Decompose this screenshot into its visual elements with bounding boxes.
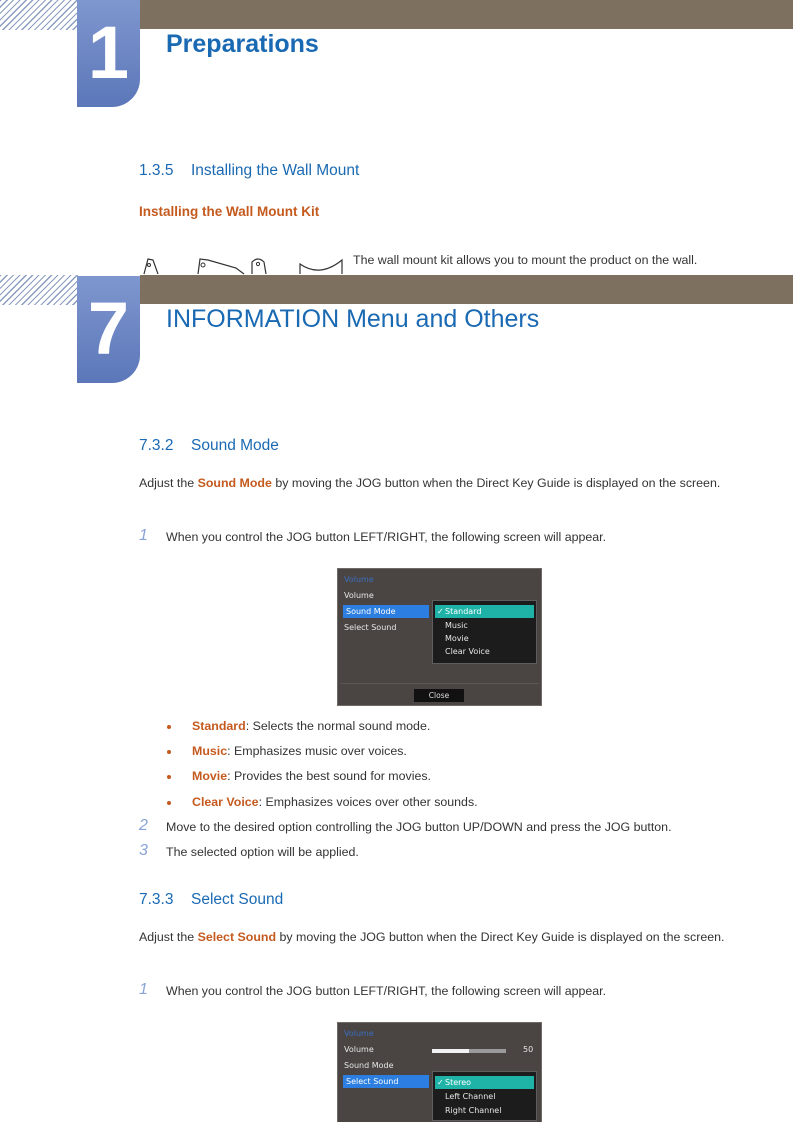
- osd-option-movie[interactable]: Movie: [445, 634, 469, 643]
- section-heading: [139, 891, 283, 909]
- osd-option-left-channel[interactable]: Left Channel: [445, 1092, 496, 1101]
- bullet-icon: [167, 775, 171, 779]
- wall-mount-illustration: [140, 256, 350, 276]
- highlight-term: Movie: [192, 769, 228, 783]
- osd-submenu: [432, 600, 537, 664]
- osd-option-clear-voice[interactable]: Clear Voice: [445, 647, 490, 656]
- option-label: Stereo: [445, 1078, 472, 1087]
- paragraph-text: Adjust the: [139, 476, 198, 490]
- section-number: 1.3.5: [139, 162, 174, 179]
- header-hatch: [0, 275, 78, 305]
- paragraph-text: by moving the JOG button when the Direct Key Guide is displayed on the screen.: [276, 930, 725, 944]
- paragraph-text: Adjust the: [139, 930, 198, 944]
- section-number: 7.3.3: [139, 891, 174, 908]
- osd-menu-item-select-sound[interactable]: Select Sound: [344, 623, 397, 632]
- highlight-term: Clear Voice: [192, 795, 259, 809]
- section-heading: [139, 437, 279, 455]
- osd-option-standard[interactable]: [435, 605, 534, 618]
- subsection-heading: Installing the Wall Mount Kit: [139, 204, 320, 219]
- volume-value: 50: [523, 1045, 534, 1054]
- chapter-bar: [140, 0, 793, 29]
- option-label: Standard: [445, 607, 482, 616]
- osd-option-music[interactable]: Music: [445, 621, 468, 630]
- osd-option-right-channel[interactable]: Right Channel: [445, 1106, 502, 1115]
- osd-screen-select-sound: [337, 1022, 542, 1122]
- highlight-term: Sound Mode: [197, 476, 272, 490]
- osd-header: Volume: [344, 1029, 374, 1038]
- chapter-title: INFORMATION Menu and Others: [166, 305, 540, 333]
- osd-divider: [340, 683, 539, 684]
- step-text: Move to the desired option controlling the JOG button UP/DOWN and press the JOG button.: [166, 820, 672, 834]
- step-text: When you control the JOG button LEFT/RIGHT, the following screen will appear.: [166, 530, 607, 544]
- osd-option-stereo[interactable]: [435, 1076, 534, 1089]
- section-title: Select Sound: [191, 891, 284, 908]
- step-text: The selected option will be applied.: [166, 845, 359, 859]
- chapter-number: 7: [87, 287, 130, 370]
- step-number: 1: [139, 527, 148, 544]
- chapter-title: Preparations: [166, 30, 319, 58]
- osd-menu-item-volume[interactable]: Volume: [344, 1045, 374, 1054]
- bullet-icon: [167, 801, 171, 805]
- osd-submenu: [432, 1071, 537, 1121]
- list-item-text: : Emphasizes music over voices.: [227, 744, 407, 758]
- list-item-text: : Provides the best sound for movies.: [227, 769, 431, 783]
- wall-mount-description: The wall mount kit allows you to mount the product on the wall.: [353, 253, 698, 267]
- chapter-number-tab: [77, 0, 140, 107]
- paragraph: [139, 472, 729, 494]
- chapter-bar: [140, 275, 793, 304]
- osd-menu-item-sound-mode[interactable]: Sound Mode: [343, 605, 429, 618]
- osd-close-button[interactable]: Close: [414, 689, 464, 702]
- chapter-number: 1: [87, 11, 130, 94]
- highlight-term: Standard: [192, 719, 246, 733]
- chapter-number-tab: [77, 276, 140, 383]
- section-heading: [139, 162, 359, 180]
- section-number: 7.3.2: [139, 437, 174, 454]
- osd-header: Volume: [344, 575, 374, 584]
- paragraph-text: by moving the JOG button when the Direct Key Guide is displayed on the screen.: [271, 476, 721, 490]
- osd-screen-sound-mode: [337, 568, 542, 706]
- header-hatch: [0, 0, 78, 30]
- osd-menu-item-select-sound[interactable]: Select Sound: [343, 1075, 429, 1088]
- check-icon: ✓: [437, 1078, 444, 1087]
- bullet-icon: [167, 725, 171, 729]
- paragraph: [139, 926, 729, 948]
- highlight-term: Music: [192, 744, 228, 758]
- step-number: 2: [139, 817, 148, 834]
- volume-slider[interactable]: [432, 1049, 506, 1053]
- section-title: Sound Mode: [191, 437, 279, 454]
- step-text: When you control the JOG button LEFT/RIGHT, the following screen will appear.: [166, 984, 607, 998]
- osd-menu-item-sound-mode[interactable]: Sound Mode: [344, 1061, 394, 1070]
- step-number: 1: [139, 981, 148, 998]
- osd-menu-item-volume[interactable]: Volume: [344, 591, 374, 600]
- step-number: 3: [139, 842, 148, 859]
- highlight-term: Select Sound: [197, 930, 277, 944]
- section-title: Installing the Wall Mount: [191, 162, 360, 179]
- volume-slider-fill: [432, 1049, 469, 1053]
- bullet-icon: [167, 750, 171, 754]
- list-item-text: : Selects the normal sound mode.: [245, 719, 431, 733]
- check-icon: ✓: [437, 607, 444, 616]
- list-item-text: : Emphasizes voices over other sounds.: [258, 795, 478, 809]
